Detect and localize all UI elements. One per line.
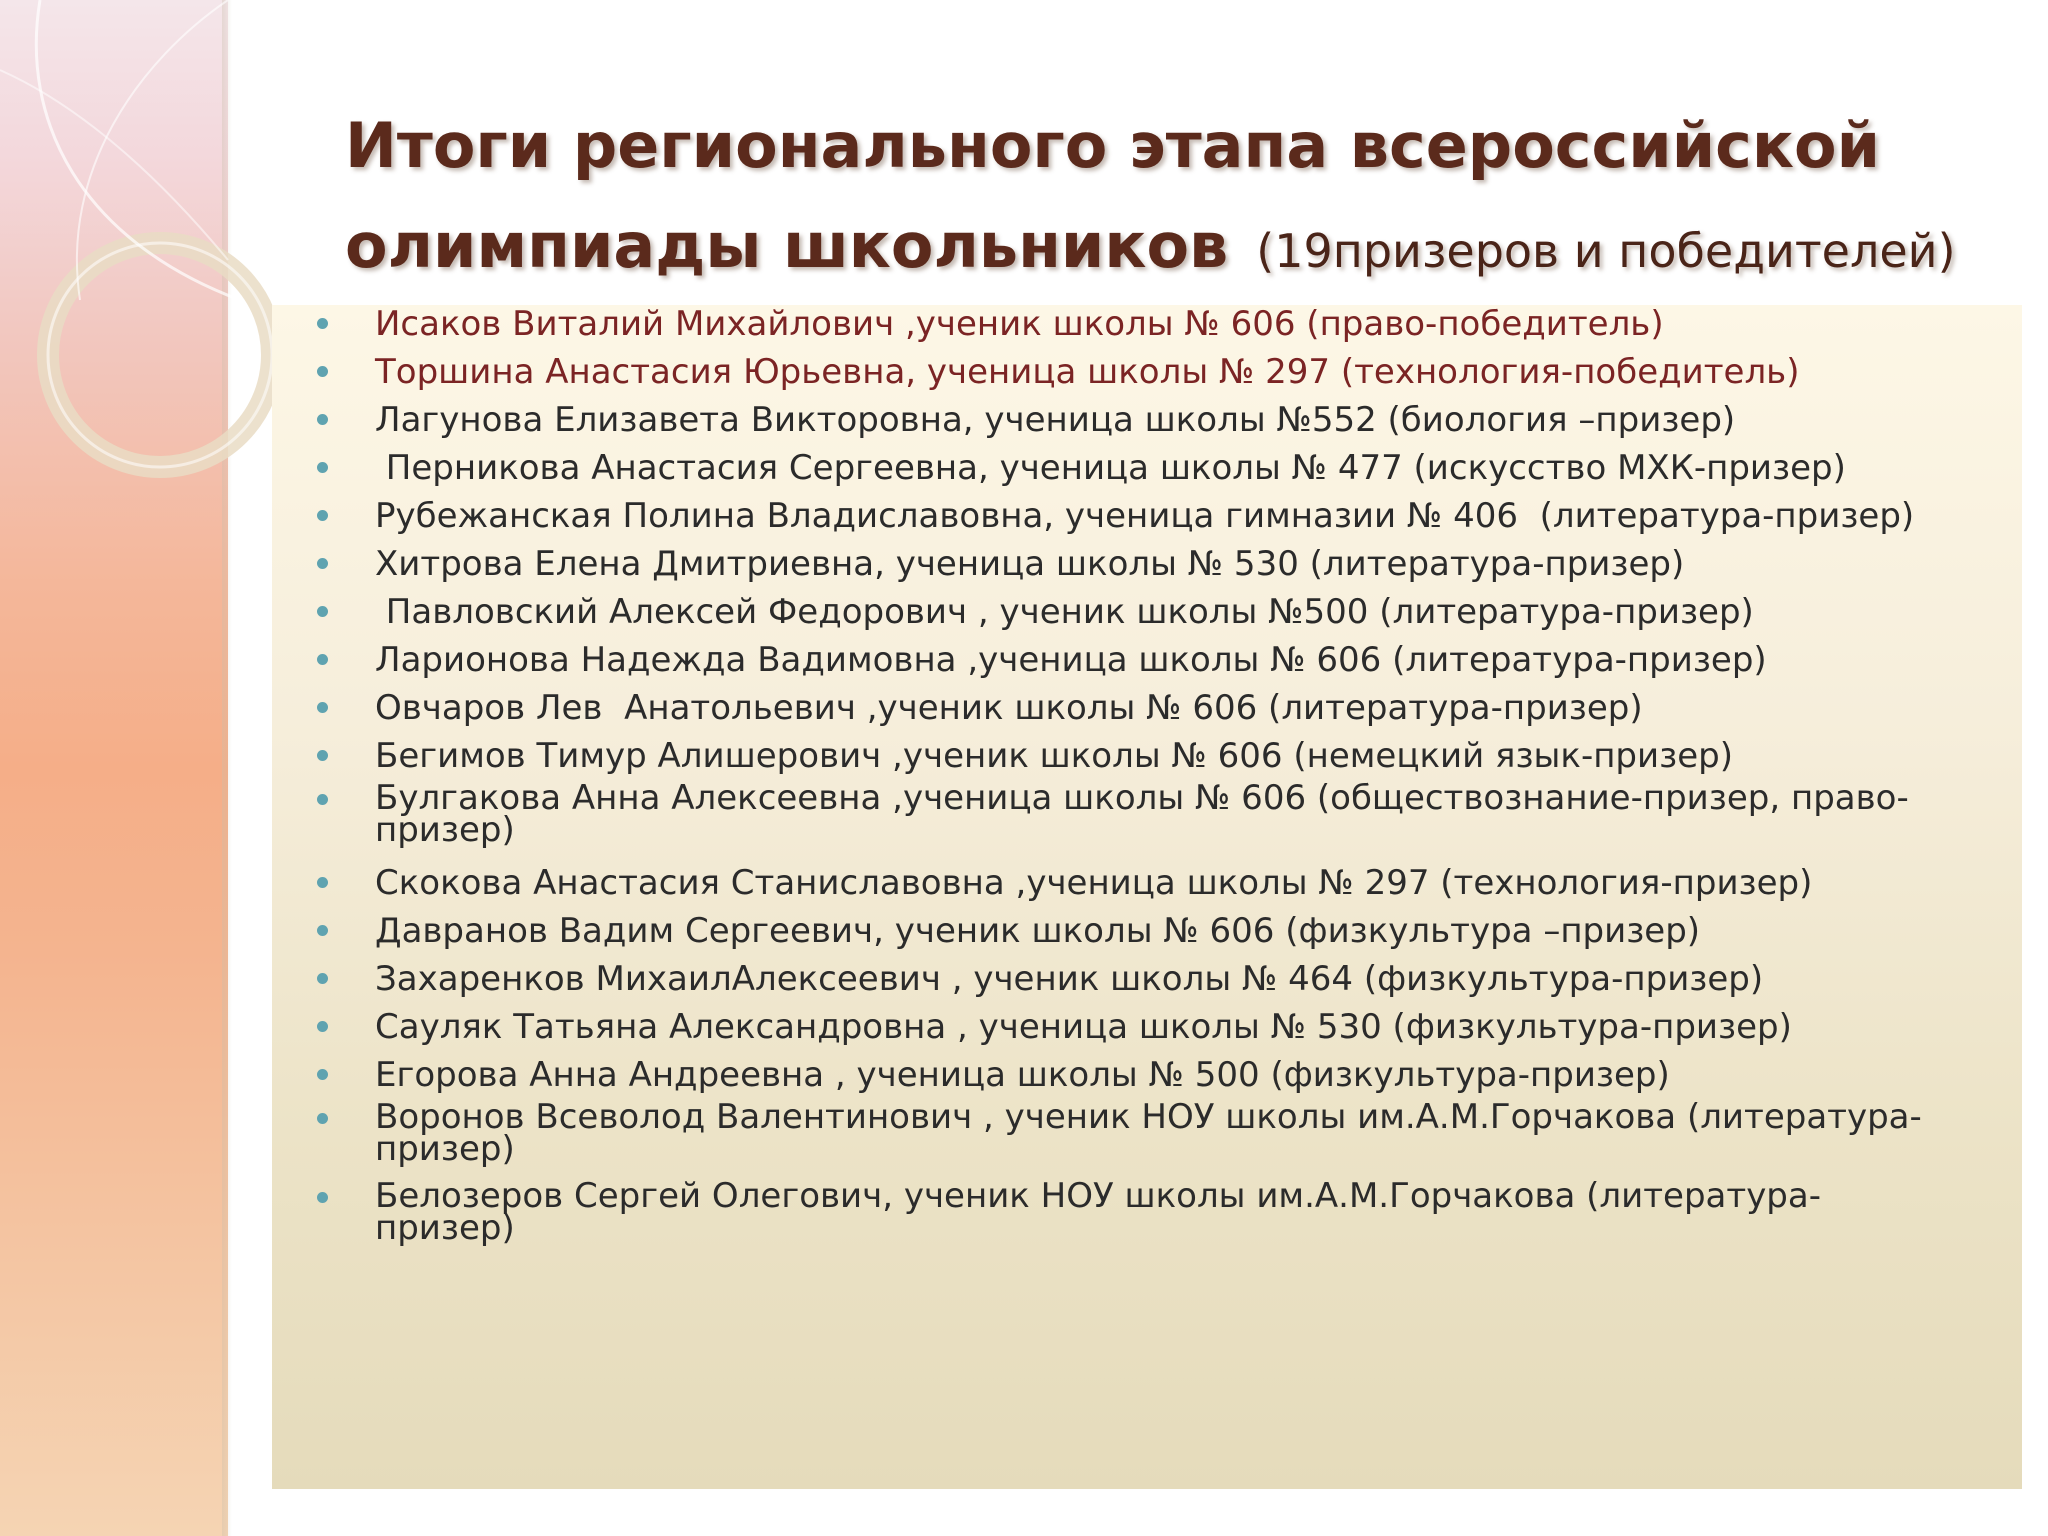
bullet-icon bbox=[317, 973, 328, 984]
list-item-text: Торшина Анастасия Юрьевна, ученица школы № 297 (технология-победитель) bbox=[375, 352, 1800, 392]
list-item-text: Захаренков МихаилАлексеевич , ученик школы № 464 (физкультура-призер) bbox=[375, 959, 1764, 999]
list-item-text: Рубежанская Полина Владиславовна, ученица гимназии № 406 (литература-призер) bbox=[375, 496, 1915, 536]
list-item bbox=[312, 1097, 2012, 1180]
bullet-icon bbox=[317, 702, 328, 713]
bullet-icon bbox=[317, 1192, 328, 1203]
bullet-icon bbox=[317, 654, 328, 665]
title-line-1: Итоги регионального этапа всероссийской bbox=[345, 109, 1881, 182]
list-item bbox=[312, 734, 2012, 782]
bullet-icon bbox=[317, 510, 328, 521]
bullet-icon bbox=[317, 606, 328, 617]
bullet-icon bbox=[317, 558, 328, 569]
list-item bbox=[312, 446, 2012, 494]
slide-title bbox=[345, 96, 2025, 301]
bullet-icon bbox=[317, 462, 328, 473]
list-item bbox=[312, 494, 2012, 542]
bullet-icon bbox=[317, 877, 328, 888]
list-item-text: Егорова Анна Андреевна , ученица школы № 500 (физкультура-призер) bbox=[375, 1055, 1670, 1095]
list-item-text: Сауляк Татьяна Александровна , ученица школы № 530 (физкультура-призер) bbox=[375, 1007, 1792, 1047]
bullet-icon bbox=[317, 1113, 328, 1124]
list-item-text-continued: призер) bbox=[375, 810, 515, 850]
list-item-text: Хитрова Елена Дмитриевна, ученица школы № 530 (литература-призер) bbox=[375, 544, 1685, 584]
list-item-text: Булгакова Анна Алексеевна ,ученица школы № 606 (обществознание-призер, право- bbox=[375, 778, 1909, 818]
list-item-text: Перникова Анастасия Сергеевна, ученица школы № 477 (искусство МХК-призер) bbox=[375, 448, 1846, 488]
list-item bbox=[312, 1005, 2012, 1053]
list-item bbox=[312, 1053, 2012, 1101]
list-item bbox=[312, 909, 2012, 957]
list-item-text: Бегимов Тимур Алишерович ,ученик школы № 606 (немецкий язык-призер) bbox=[375, 736, 1733, 776]
list-item bbox=[312, 350, 2012, 398]
list-item bbox=[312, 302, 2012, 350]
list-item-text: Павловский Алексей Федорович , ученик школы №500 (литература-призер) bbox=[375, 592, 1754, 632]
list-item-text: Исаков Виталий Михайлович ,ученик школы № 606 (право-победитель) bbox=[375, 304, 1664, 344]
bullet-icon bbox=[317, 1021, 328, 1032]
list-item-text: Белозеров Сергей Олегович, ученик НОУ школы им.А.М.Горчакова (литература- bbox=[375, 1176, 1821, 1216]
bullet-icon bbox=[317, 794, 328, 805]
results-list bbox=[312, 302, 2012, 1259]
list-item bbox=[312, 638, 2012, 686]
bullet-icon bbox=[317, 318, 328, 329]
list-item-text-continued: призер) bbox=[375, 1129, 515, 1169]
list-item-text: Ларионова Надежда Вадимовна ,ученица школы № 606 (литература-призер) bbox=[375, 640, 1767, 680]
list-item bbox=[312, 398, 2012, 446]
bullet-icon bbox=[317, 1069, 328, 1080]
title-subtitle: (19призеров и победителей) bbox=[1256, 224, 1956, 278]
bullet-icon bbox=[317, 366, 328, 377]
title-line-2-main: олимпиады школьников bbox=[345, 209, 1229, 282]
list-item bbox=[312, 590, 2012, 638]
list-item-text: Воронов Всеволод Валентинович , ученик НОУ школы им.А.М.Горчакова (литература- bbox=[375, 1097, 1922, 1137]
list-item bbox=[312, 542, 2012, 590]
bullet-icon bbox=[317, 414, 328, 425]
list-item bbox=[312, 686, 2012, 734]
list-item-text: Овчаров Лев Анатольевич ,ученик школы № 606 (литература-призер) bbox=[375, 688, 1643, 728]
list-item bbox=[312, 778, 2012, 861]
list-item-text: Лагунова Елизавета Викторовна, ученица школы №552 (биология –призер) bbox=[375, 400, 1736, 440]
title-line-2 bbox=[345, 196, 2025, 301]
list-item-text: Скокова Анастасия Станиславовна ,ученица школы № 297 (технология-призер) bbox=[375, 863, 1813, 903]
list-item-text-continued: призер) bbox=[375, 1208, 515, 1248]
list-item bbox=[312, 1176, 2012, 1259]
bullet-icon bbox=[317, 750, 328, 761]
list-item bbox=[312, 861, 2012, 909]
list-item-text: Давранов Вадим Сергеевич, ученик школы № 606 (физкультура –призер) bbox=[375, 911, 1701, 951]
bullet-icon bbox=[317, 925, 328, 936]
list-item bbox=[312, 957, 2012, 1005]
